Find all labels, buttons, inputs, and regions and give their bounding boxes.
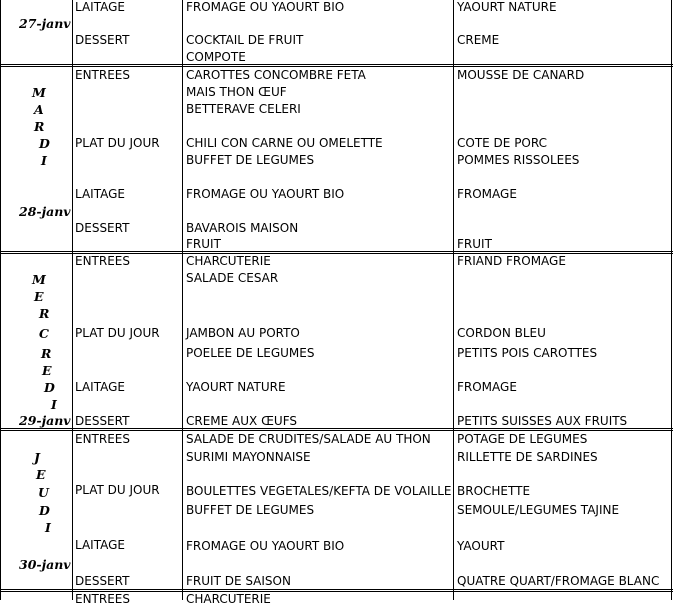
dinner-dish: MOUSSE DE CANARD <box>457 68 585 82</box>
lunch-dish: FROMAGE OU YAOURT BIO <box>186 0 345 14</box>
lunch-dish: FROMAGE OU YAOURT BIO <box>186 539 345 553</box>
lunch-dish: YAOURT NATURE <box>186 380 286 394</box>
course-label: LAITAGE <box>75 538 125 552</box>
day-date: 30-janv <box>19 557 71 572</box>
dinner-dish: PETITS SUISSES AUX FRUITS <box>457 414 628 428</box>
day-date: 27-janv <box>19 16 71 31</box>
dinner-dish: RILLETTE DE SARDINES <box>457 450 598 464</box>
dinner-dish: FRIAND FROMAGE <box>457 254 566 268</box>
dinner-dish: YAOURT NATURE <box>457 0 557 14</box>
lunch-dish: SURIMI MAYONNAISE <box>186 450 311 464</box>
lunch-dish: CHILI CON CARNE OU OMELETTE <box>186 136 383 150</box>
day-date: 28-janv <box>19 204 71 219</box>
day-name-letter: I <box>41 153 47 168</box>
day-name-letter: C <box>39 326 49 341</box>
dinner-dish: SEMOULE/LEGUMES TAJINE <box>457 503 620 517</box>
course-label: ENTREES <box>75 592 131 606</box>
lunch-dish: CAROTTES CONCOMBRE FETA <box>186 68 366 82</box>
day-name-letter: D <box>44 380 55 395</box>
lunch-dish: JAMBON AU PORTO <box>186 326 300 340</box>
dinner-dish: POTAGE DE LEGUMES <box>457 432 588 446</box>
day-name-letter: R <box>41 346 52 361</box>
day-name-letter: J <box>34 450 40 465</box>
column-divider-course <box>182 0 183 600</box>
day-name-letter: M <box>32 85 46 100</box>
dinner-dish: FROMAGE <box>457 187 517 201</box>
dinner-dish: BROCHETTE <box>457 484 531 498</box>
day-name-letter: D <box>39 136 50 151</box>
column-divider-day <box>72 0 73 600</box>
course-label: ENTREES <box>75 432 131 446</box>
course-label: DESSERT <box>75 221 130 235</box>
dinner-dish: CORDON BLEU <box>457 326 546 340</box>
lunch-dish: CHARCUTERIE <box>186 254 271 268</box>
lunch-dish: BUFFET DE LEGUMES <box>186 503 315 517</box>
day-date: 29-janv <box>19 413 71 428</box>
day-name-letter: I <box>51 397 57 412</box>
lunch-dish: SALADE DE CRUDITES/SALADE AU THON <box>186 432 431 446</box>
day-name-letter: E <box>42 363 52 378</box>
lunch-dish: COMPOTE <box>186 50 246 64</box>
day-name-letter: A <box>34 102 44 117</box>
course-label: LAITAGE <box>75 380 125 394</box>
day-name-letter: D <box>39 503 50 518</box>
day-name-letter: E <box>34 289 44 304</box>
course-label: DESSERT <box>75 574 130 588</box>
dinner-dish: COTE DE PORC <box>457 136 547 150</box>
lunch-dish: FRUIT DE SAISON <box>186 574 291 588</box>
lunch-dish: BOULETTES VEGETALES/KEFTA DE VOLAILLE <box>186 484 452 498</box>
day-name-letter: E <box>36 467 46 482</box>
course-label: DESSERT <box>75 33 130 47</box>
table-border-left <box>0 0 1 600</box>
dinner-dish: PETITS POIS CAROTTES <box>457 346 598 360</box>
lunch-dish: FRUIT <box>186 237 221 251</box>
day-name-letter: R <box>39 306 50 321</box>
column-divider-lunch <box>453 0 454 600</box>
day-name-letter: M <box>32 272 46 287</box>
table-border-right <box>671 0 672 600</box>
dinner-dish: FROMAGE <box>457 380 517 394</box>
course-label: ENTREES <box>75 254 131 268</box>
dinner-dish: QUATRE QUART/FROMAGE BLANC <box>457 574 660 588</box>
lunch-dish: FROMAGE OU YAOURT BIO <box>186 187 345 201</box>
dinner-dish: FRUIT <box>457 237 492 251</box>
course-label: LAITAGE <box>75 0 125 14</box>
day-name-letter: U <box>38 485 49 500</box>
day-separator <box>0 64 673 67</box>
lunch-dish: MAIS THON ŒUF <box>186 85 287 99</box>
course-label: PLAT DU JOUR <box>75 326 160 340</box>
course-label: LAITAGE <box>75 187 125 201</box>
lunch-dish: BETTERAVE CELERI <box>186 102 301 116</box>
course-label: PLAT DU JOUR <box>75 483 160 497</box>
lunch-dish: COCKTAIL DE FRUIT <box>186 33 304 47</box>
lunch-dish: POELEE DE LEGUMES <box>186 346 315 360</box>
course-label: DESSERT <box>75 414 130 428</box>
day-name-letter: I <box>45 520 51 535</box>
lunch-dish: BAVAROIS MAISON <box>186 221 299 235</box>
day-name-letter: R <box>34 119 45 134</box>
lunch-dish: CHARCUTERIE <box>186 592 271 606</box>
dinner-dish: POMMES RISSOLEES <box>457 153 580 167</box>
course-label: ENTREES <box>75 68 131 82</box>
lunch-dish: SALADE CESAR <box>186 271 279 285</box>
course-label: PLAT DU JOUR <box>75 136 160 150</box>
dinner-dish: CREME <box>457 33 500 47</box>
lunch-dish: CREME AUX ŒUFS <box>186 414 298 428</box>
lunch-dish: BUFFET DE LEGUMES <box>186 153 315 167</box>
dinner-dish: YAOURT <box>457 539 505 553</box>
